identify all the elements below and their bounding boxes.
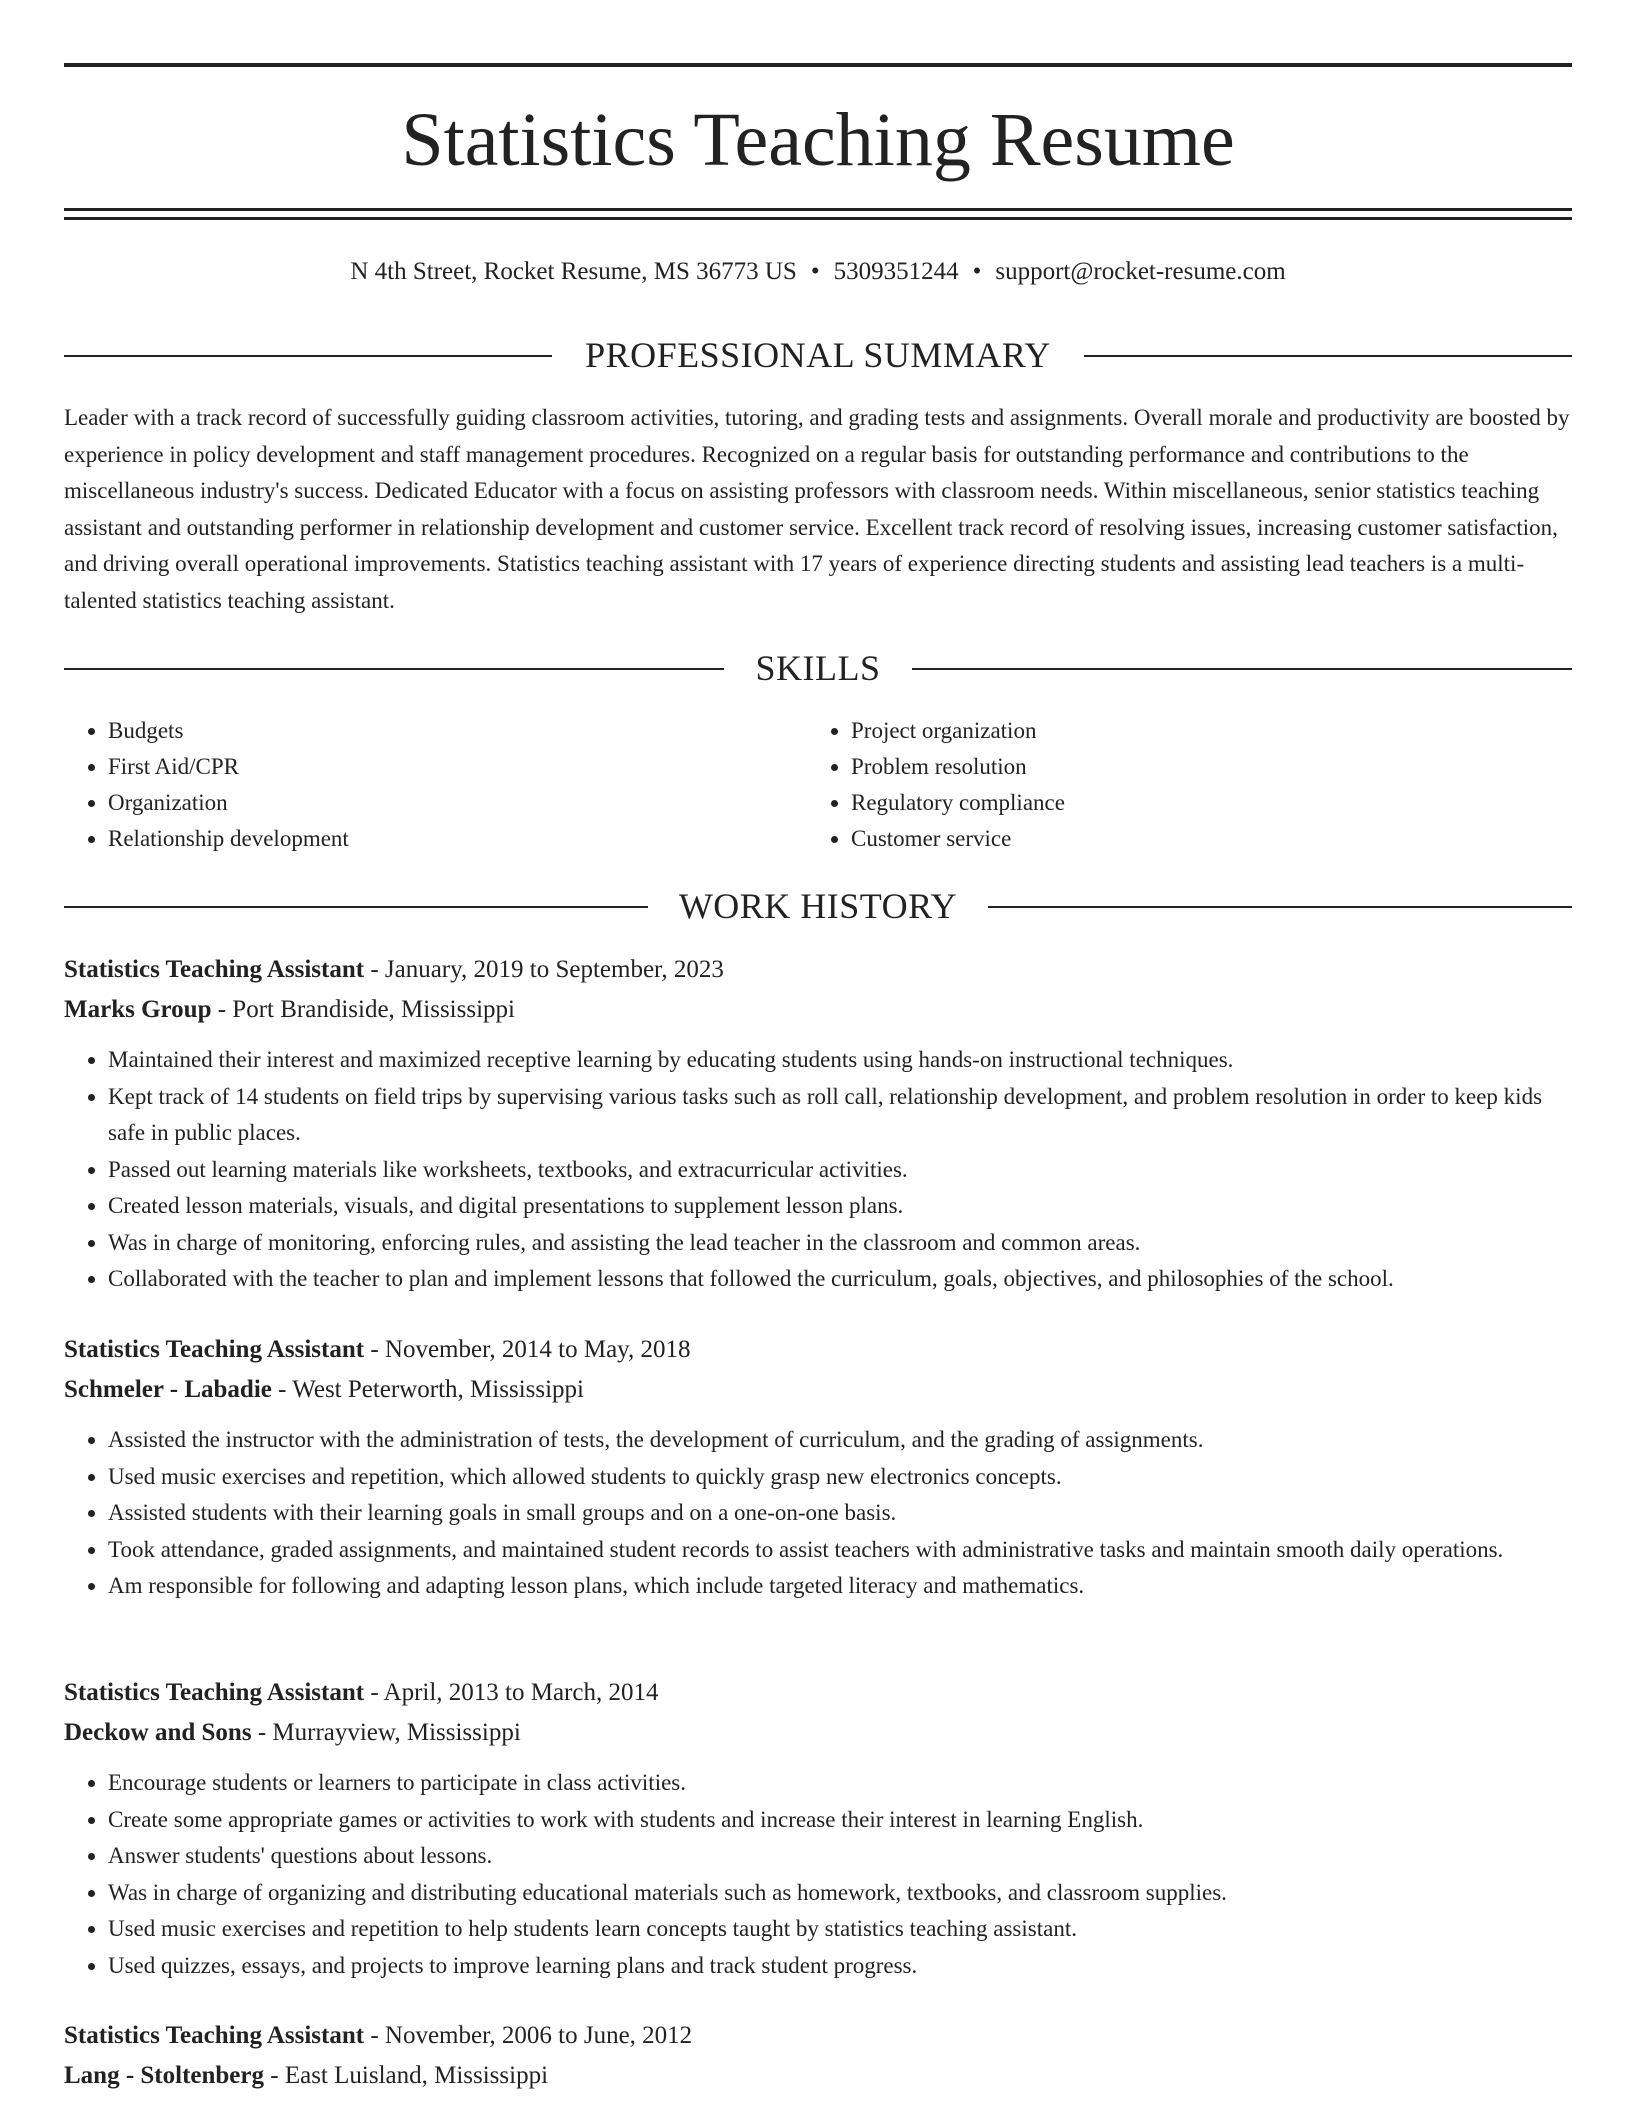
job-dates: - November, 2006 to June, 2012 bbox=[364, 2022, 693, 2049]
job-bullet: • Collaborated with the teacher to plan and implement lessons that followed the curriculum, goals, objectives, and philosophies of the school. bbox=[108, 1261, 1574, 1298]
job-company: Marks Group bbox=[64, 996, 212, 1023]
section-heading-skills bbox=[64, 643, 1572, 693]
skill-item: • Regulatory compliance bbox=[851, 785, 1065, 821]
job-company-line bbox=[64, 2056, 1574, 2096]
top-rule bbox=[64, 63, 1572, 67]
job-bullet: • Created lesson materials, visuals, and digital presentations to supplement lesson plans. bbox=[108, 1188, 1574, 1225]
job-entry bbox=[64, 1673, 1574, 1984]
contact-phone: 5309351244 bbox=[833, 258, 959, 285]
job-bullets bbox=[64, 1042, 1574, 1298]
job-title: Statistics Teaching Assistant bbox=[64, 1336, 365, 1363]
skills-list-right bbox=[807, 713, 1065, 857]
job-dates: - January, 2019 to September, 2023 bbox=[364, 956, 724, 983]
job-company-line bbox=[64, 1370, 1574, 1410]
job-company: Lang - Stoltenberg bbox=[64, 2062, 264, 2089]
job-title-line bbox=[64, 1330, 1574, 1370]
skills-list-left bbox=[64, 713, 349, 857]
job-dates: - November, 2014 to May, 2018 bbox=[364, 1336, 691, 1363]
job-company: Schmeler - Labadie bbox=[64, 1376, 272, 1403]
contact-separator: • bbox=[972, 258, 982, 285]
skill-item: • Budgets bbox=[108, 713, 349, 749]
job-title: Statistics Teaching Assistant bbox=[64, 956, 365, 983]
section-heading-work-history bbox=[64, 881, 1572, 931]
job-bullet: • Used music exercises and repetition to help students learn concepts taught by statistics teaching assistant. bbox=[108, 1911, 1574, 1948]
skill-item: • First Aid/CPR bbox=[108, 749, 349, 785]
job-bullet: • Encourage students or learners to participate in class activities. bbox=[108, 1765, 1574, 1802]
skill-item: • Problem resolution bbox=[851, 749, 1065, 785]
job-entry bbox=[64, 2016, 1574, 2096]
job-bullet: • Maintained their interest and maximized receptive learning by educating students using hands-on instructional techniques. bbox=[108, 1042, 1574, 1079]
skill-item: • Organization bbox=[108, 785, 349, 821]
job-bullet: • Used quizzes, essays, and projects to improve learning plans and track student progress. bbox=[108, 1948, 1574, 1985]
job-bullet: • Took attendance, graded assignments, and maintained student records to assist teachers with administrative tasks and maintain smooth daily operations. bbox=[108, 1532, 1574, 1569]
job-bullet: • Answer students' questions about lessons. bbox=[108, 1838, 1574, 1875]
section-title: PROFESSIONAL SUMMARY bbox=[585, 335, 1051, 375]
contact-line bbox=[64, 255, 1572, 289]
job-entry bbox=[64, 1330, 1574, 1605]
job-bullets bbox=[64, 1765, 1574, 1984]
job-bullet: • Kept track of 14 students on field trips by supervising various tasks such as roll call, relationship development, and problem resolution in order to keep kids safe in public places. bbox=[108, 1079, 1574, 1152]
skill-item: • Customer service bbox=[851, 821, 1065, 857]
job-company-line bbox=[64, 1713, 1574, 1753]
contact-address: N 4th Street, Rocket Resume, MS 36773 US bbox=[350, 258, 797, 285]
section-title: SKILLS bbox=[755, 648, 881, 688]
title-double-rule bbox=[64, 208, 1572, 220]
job-bullet: • Create some appropriate games or activities to work with students and increase their interest in learning English. bbox=[108, 1802, 1574, 1839]
job-entry bbox=[64, 950, 1574, 1298]
job-title-line bbox=[64, 950, 1574, 990]
job-location: - East Luisland, Mississippi bbox=[264, 2062, 549, 2089]
job-company: Deckow and Sons bbox=[64, 1719, 252, 1746]
job-bullet: • Was in charge of organizing and distributing educational materials such as homework, textbooks, and classroom supplies. bbox=[108, 1875, 1574, 1912]
job-bullet: • Was in charge of monitoring, enforcing rules, and assisting the lead teacher in the classroom and common areas. bbox=[108, 1225, 1574, 1262]
job-bullet: • Assisted the instructor with the administration of tests, the development of curriculum, and the grading of assignments. bbox=[108, 1422, 1574, 1459]
job-company-line bbox=[64, 990, 1574, 1030]
job-title: Statistics Teaching Assistant bbox=[64, 2022, 365, 2049]
job-title-line bbox=[64, 1673, 1574, 1713]
job-bullet: • Used music exercises and repetition, which allowed students to quickly grasp new electronics concepts. bbox=[108, 1459, 1574, 1496]
section-title: WORK HISTORY bbox=[678, 886, 958, 926]
job-bullet: • Passed out learning materials like worksheets, textbooks, and extracurricular activities. bbox=[108, 1152, 1574, 1189]
job-bullets bbox=[64, 1422, 1574, 1605]
job-location: - West Peterworth, Mississippi bbox=[271, 1376, 584, 1403]
section-heading-summary bbox=[64, 330, 1572, 380]
job-title-line bbox=[64, 2016, 1574, 2056]
contact-email: support@rocket-resume.com bbox=[995, 258, 1286, 285]
heading-rule-right bbox=[912, 668, 1572, 670]
job-title: Statistics Teaching Assistant bbox=[64, 1679, 365, 1706]
job-dates: - April, 2013 to March, 2014 bbox=[364, 1679, 659, 1706]
job-location: - Port Brandiside, Mississippi bbox=[211, 996, 515, 1023]
page-title: Statistics Teaching Resume bbox=[401, 98, 1235, 182]
skill-item: • Project organization bbox=[851, 713, 1065, 749]
professional-summary-text: Leader with a track record of successfully guiding classroom activities, tutoring, and grading tests and assignments. Overall morale and productivity are boosted by experience in policy development and staff management procedures. Recognized on a regular basis for outstanding performance and contributions to the miscellaneous industry's success. Dedicated Educator with a focus on assisting professors with classroom needs. Within miscellaneous, senior statistics teaching assistant and outstanding performer in relationship development and customer service. Excellent track record of resolving issues, increasing customer satisfaction, and driving overall operational improvements. Statistics teaching assistant with 17 years of experience directing students and assisting lead teachers is a multi-talented statistics teaching assistant. bbox=[64, 405, 1570, 613]
heading-rule-right bbox=[1084, 355, 1572, 357]
contact-separator: • bbox=[810, 258, 820, 285]
job-location: - Murrayview, Mississippi bbox=[251, 1719, 521, 1746]
job-bullet: • Assisted students with their learning goals in small groups and on a one-on-one basis. bbox=[108, 1495, 1574, 1532]
job-bullet: • Am responsible for following and adapting lesson plans, which include targeted literacy and mathematics. bbox=[108, 1568, 1574, 1605]
skill-item: • Relationship development bbox=[108, 821, 349, 857]
heading-rule-right bbox=[988, 906, 1572, 908]
